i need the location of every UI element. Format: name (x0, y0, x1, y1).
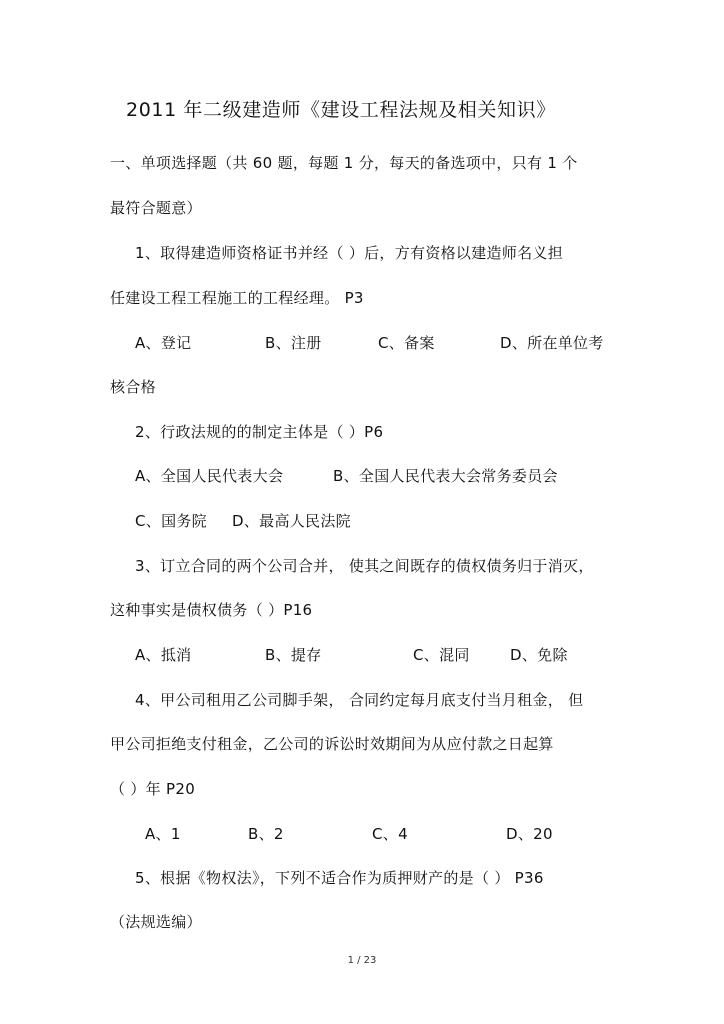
question-3-option-d: D、免除 (510, 646, 568, 664)
question-4-stem-line-1: 4、甲公司租用乙公司脚手架， 合同约定每月底支付当月租金， 但 (135, 691, 584, 709)
question-5-stem-line-1: 5、根据《物权法》，下列不适合作为质押财产的是（ ） P36 (135, 869, 544, 887)
page-number: 1 / 23 (347, 955, 377, 966)
question-2-option-c: C、国务院 (135, 512, 207, 530)
question-2-stem: 2、行政法规的的制定主体是（ ）P6 (135, 423, 384, 441)
question-4-stem-line-3: （ ）年 P20 (110, 780, 196, 798)
question-4-option-b: B、2 (248, 825, 284, 843)
section-heading-line-2: 最符合题意） (110, 199, 202, 217)
question-2-option-d: D、最高人民法院 (232, 512, 351, 530)
question-1-option-a: A、登记 (135, 334, 192, 352)
document-title: 2011 年二级建造师《建设工程法规及相关知识》 (126, 99, 556, 121)
question-3-option-c: C、混同 (413, 646, 470, 664)
question-4-option-c: C、4 (372, 825, 408, 843)
question-5-stem-line-2: （法规选编） (110, 913, 202, 931)
question-2-option-a: A、全国人民代表大会 (135, 467, 284, 485)
question-1-option-d: D、所在单位考 (500, 334, 604, 352)
question-3-option-a: A、抵消 (135, 646, 192, 664)
question-1-option-c: C、备案 (378, 334, 435, 352)
question-3-stem-line-2: 这种事实是债权债务（ ）P16 (110, 601, 313, 619)
question-3-stem-line-1: 3、订立合同的两个公司合并， 使其之间既存的债权债务归于消灭， (135, 557, 594, 575)
question-2-option-b: B、全国人民代表大会常务委员会 (333, 467, 558, 485)
question-3-option-b: B、提存 (265, 646, 322, 664)
section-heading-line-1: 一、单项选择题（共 60 题，每题 1 分，每天的备选项中，只有 1 个 (110, 154, 578, 172)
question-4-stem-line-2: 甲公司拒绝支付租金，乙公司的诉讼时效期间为从应付款之日起算 (110, 735, 554, 753)
question-1-option-d-wrap: 核合格 (110, 378, 156, 396)
question-1-stem-line-2: 任建设工程工程施工的工程经理。 P3 (110, 289, 364, 307)
question-4-option-a: A、1 (145, 825, 181, 843)
question-1-stem-line-1: 1、取得建造师资格证书并经（ ）后，方有资格以建造师名义担 (135, 244, 564, 262)
question-1-option-b: B、注册 (265, 334, 322, 352)
question-4-option-d: D、20 (506, 825, 553, 843)
